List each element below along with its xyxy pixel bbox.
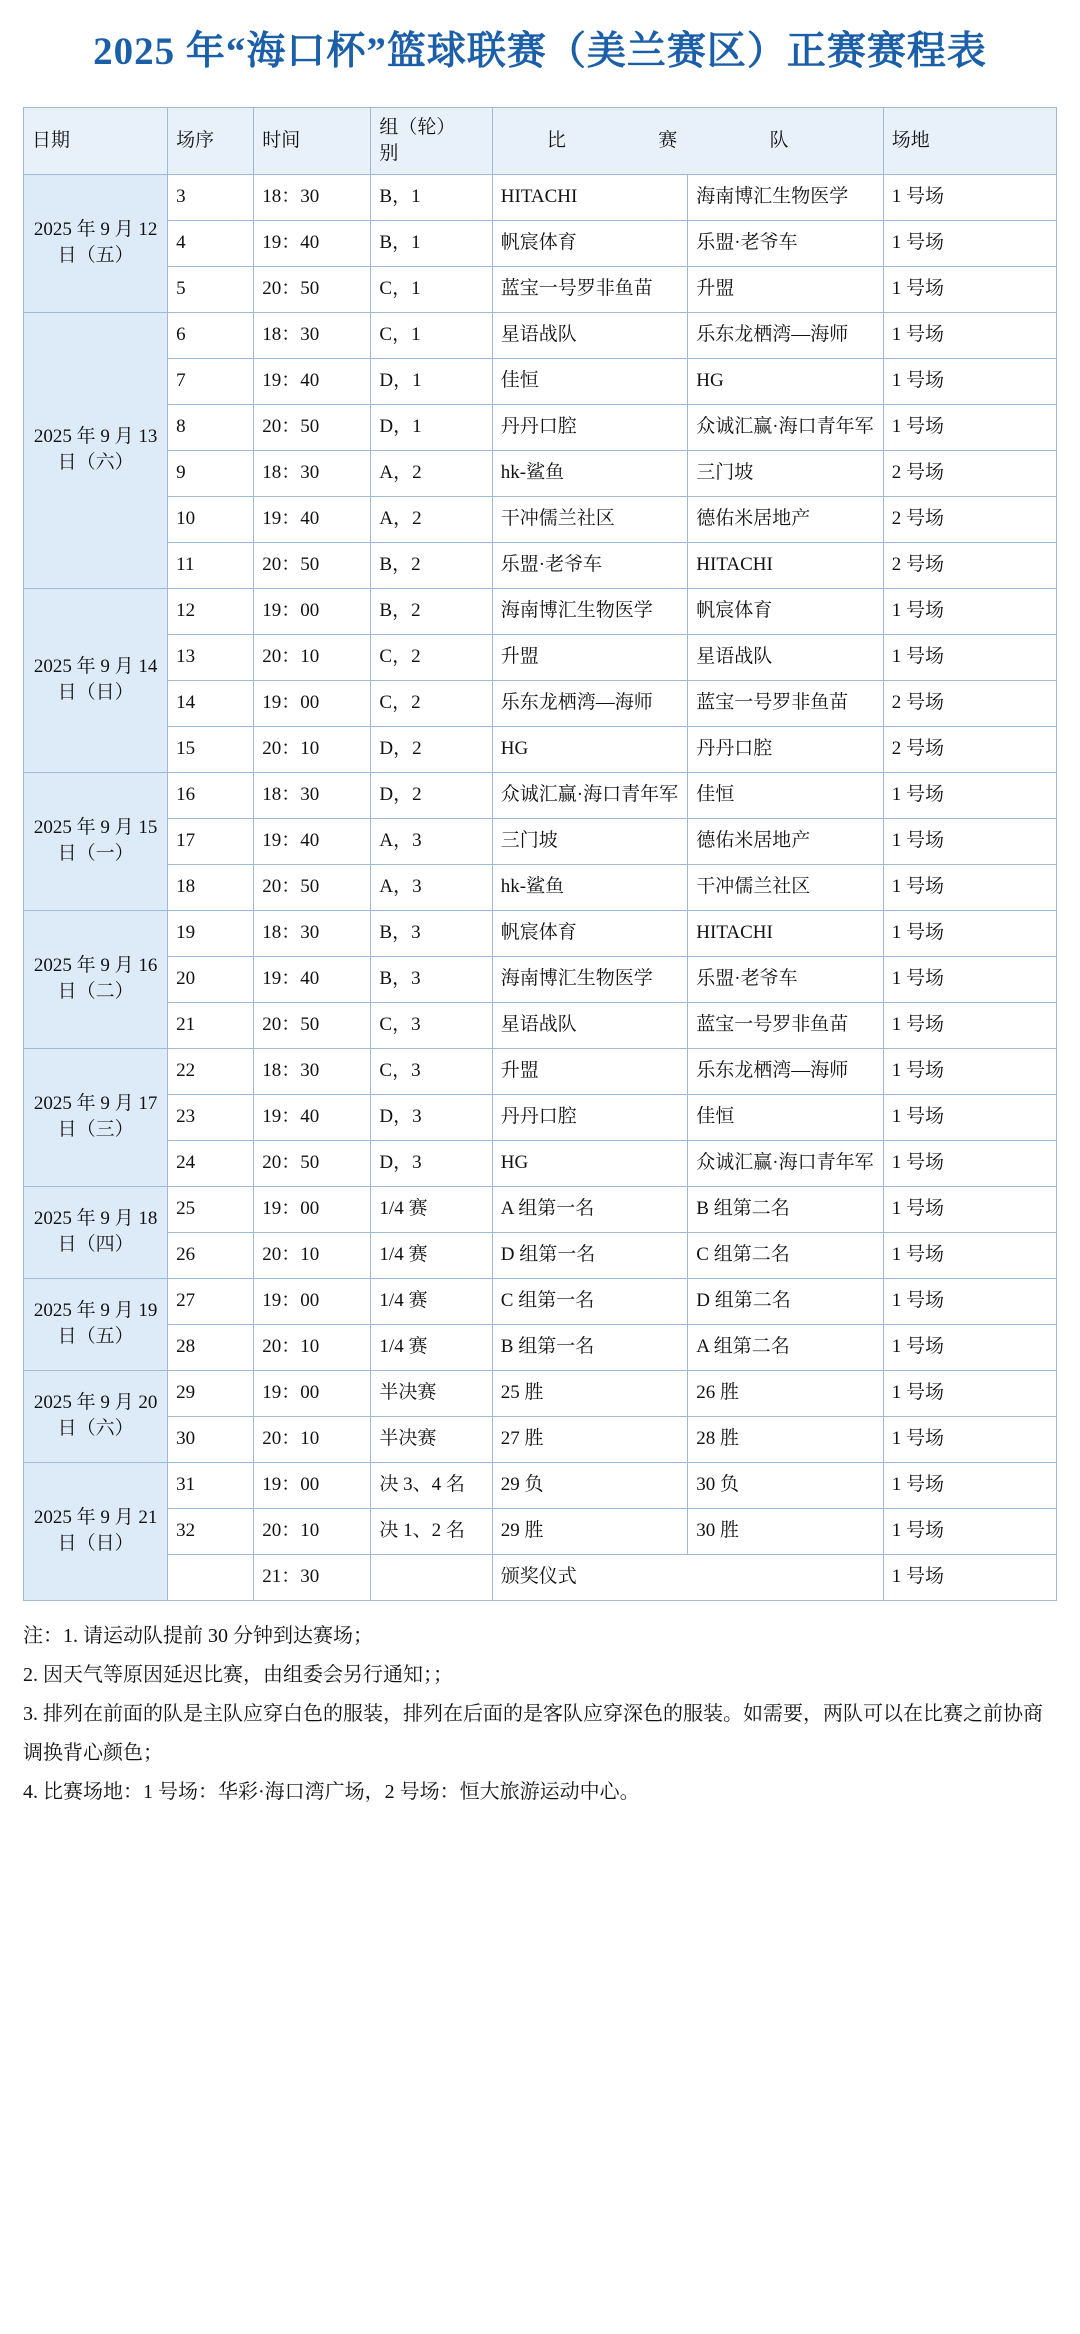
- cell-team-away: B 组第二名: [688, 1186, 884, 1232]
- cell-date: 2025 年 9 月 13 日（六）: [24, 312, 168, 588]
- cell-group: 1/4 赛: [371, 1278, 492, 1324]
- cell-time: 19：00: [254, 1186, 371, 1232]
- cell-match-no: 5: [168, 266, 254, 312]
- cell-venue: 2 号场: [883, 496, 1056, 542]
- cell-match-no: 7: [168, 358, 254, 404]
- table-row: [24, 1002, 1057, 1048]
- cell-venue: 1 号场: [883, 174, 1056, 220]
- column-header-teams: [492, 107, 883, 174]
- cell-match-no: 12: [168, 588, 254, 634]
- cell-team-away: C 组第二名: [688, 1232, 884, 1278]
- cell-time: 20：10: [254, 726, 371, 772]
- table-row: [24, 1554, 1057, 1600]
- cell-venue: 1 号场: [883, 818, 1056, 864]
- cell-match-no: 4: [168, 220, 254, 266]
- cell-team-home: 乐盟·老爷车: [492, 542, 688, 588]
- cell-match-no: 3: [168, 174, 254, 220]
- cell-team-away: D 组第二名: [688, 1278, 884, 1324]
- cell-group: D，3: [371, 1140, 492, 1186]
- column-header-teams-char1: 比: [546, 129, 566, 151]
- cell-group: 决 1、2 名: [371, 1508, 492, 1554]
- cell-group: D，1: [371, 404, 492, 450]
- cell-time: 20：10: [254, 1232, 371, 1278]
- table-row: [24, 1094, 1057, 1140]
- cell-group: 1/4 赛: [371, 1186, 492, 1232]
- table-row: [24, 1416, 1057, 1462]
- cell-team-home: 升盟: [492, 634, 688, 680]
- cell-time: 18：30: [254, 910, 371, 956]
- cell-time: 19：40: [254, 1094, 371, 1140]
- cell-team-away: 乐东龙栖湾—海师: [688, 312, 884, 358]
- column-header-group: [371, 107, 492, 174]
- cell-team-away: 星语战队: [688, 634, 884, 680]
- cell-venue: 1 号场: [883, 1554, 1056, 1600]
- cell-team-home: 星语战队: [492, 1002, 688, 1048]
- cell-team-home: 众诚汇赢·海口青年军: [492, 772, 688, 818]
- cell-match-no: 22: [168, 1048, 254, 1094]
- cell-venue: 1 号场: [883, 1462, 1056, 1508]
- cell-venue: 1 号场: [883, 404, 1056, 450]
- cell-team-home: 海南博汇生物医学: [492, 956, 688, 1002]
- cell-match-no: 15: [168, 726, 254, 772]
- cell-team-away: 乐盟·老爷车: [688, 220, 884, 266]
- notes-block: [23, 1617, 1057, 1812]
- cell-match-no: 10: [168, 496, 254, 542]
- table-header-row: [24, 107, 1057, 174]
- cell-team-away: 26 胜: [688, 1370, 884, 1416]
- cell-team-away: 众诚汇赢·海口青年军: [688, 404, 884, 450]
- cell-team-away: HITACHI: [688, 910, 884, 956]
- cell-time: 20：10: [254, 1324, 371, 1370]
- cell-match-no: 32: [168, 1508, 254, 1554]
- table-row: [24, 726, 1057, 772]
- cell-group: C，2: [371, 680, 492, 726]
- cell-team-away: 丹丹口腔: [688, 726, 884, 772]
- column-header-venue: 场地: [883, 107, 1056, 174]
- cell-group: A，3: [371, 818, 492, 864]
- cell-match-no: 30: [168, 1416, 254, 1462]
- cell-team-home: 29 负: [492, 1462, 688, 1508]
- cell-team-home: 乐东龙栖湾—海师: [492, 680, 688, 726]
- cell-time: 19：40: [254, 496, 371, 542]
- cell-time: 19：40: [254, 220, 371, 266]
- table-row: [24, 1186, 1057, 1232]
- cell-group: B，2: [371, 542, 492, 588]
- cell-time: 20：10: [254, 1508, 371, 1554]
- note-line: 2. 因天气等原因延迟比赛，由组委会另行通知；；: [23, 1663, 453, 1686]
- cell-date: 2025 年 9 月 19 日（五）: [24, 1278, 168, 1370]
- table-row: [24, 1048, 1057, 1094]
- table-row: [24, 680, 1057, 726]
- cell-group: B，1: [371, 174, 492, 220]
- cell-match-no: 9: [168, 450, 254, 496]
- cell-time: 18：30: [254, 450, 371, 496]
- cell-group: C，3: [371, 1002, 492, 1048]
- cell-venue: 1 号场: [883, 772, 1056, 818]
- cell-date: 2025 年 9 月 17 日（三）: [24, 1048, 168, 1186]
- cell-match-no: 20: [168, 956, 254, 1002]
- table-row: [24, 910, 1057, 956]
- table-row: [24, 1508, 1057, 1554]
- cell-match-no: 26: [168, 1232, 254, 1278]
- table-body: [24, 174, 1057, 1600]
- cell-match-no: 21: [168, 1002, 254, 1048]
- cell-team-away: 蓝宝一号罗非鱼苗: [688, 680, 884, 726]
- cell-venue: 1 号场: [883, 358, 1056, 404]
- note-line: 注：1. 请运动队提前 30 分钟到达赛场；: [23, 1624, 373, 1647]
- cell-match-no: 16: [168, 772, 254, 818]
- cell-group: B，2: [371, 588, 492, 634]
- cell-team-home: C 组第一名: [492, 1278, 688, 1324]
- table-row: [24, 312, 1057, 358]
- cell-team-away: 帆宸体育: [688, 588, 884, 634]
- cell-group: D，2: [371, 726, 492, 772]
- cell-time: 20：50: [254, 1140, 371, 1186]
- cell-group: D，2: [371, 772, 492, 818]
- cell-venue: 2 号场: [883, 542, 1056, 588]
- cell-time: 20：50: [254, 266, 371, 312]
- cell-team-away: 德佑米居地产: [688, 818, 884, 864]
- table-row: [24, 220, 1057, 266]
- cell-team-home: 帆宸体育: [492, 220, 688, 266]
- table-row: [24, 1324, 1057, 1370]
- cell-team-home: 29 胜: [492, 1508, 688, 1554]
- cell-time: 19：40: [254, 358, 371, 404]
- table-row: [24, 1278, 1057, 1324]
- cell-time: 20：50: [254, 864, 371, 910]
- cell-venue: 1 号场: [883, 220, 1056, 266]
- column-header-no: 场序: [168, 107, 254, 174]
- cell-venue: 1 号场: [883, 1370, 1056, 1416]
- cell-group: A，2: [371, 496, 492, 542]
- cell-date: 2025 年 9 月 16 日（二）: [24, 910, 168, 1048]
- cell-team-home: 丹丹口腔: [492, 404, 688, 450]
- cell-group: C，1: [371, 266, 492, 312]
- cell-team-home: HG: [492, 726, 688, 772]
- cell-team-home: B 组第一名: [492, 1324, 688, 1370]
- cell-time: 18：30: [254, 312, 371, 358]
- cell-team-home: 星语战队: [492, 312, 688, 358]
- cell-team-away: 佳恒: [688, 1094, 884, 1140]
- cell-team-away: 干冲儒兰社区: [688, 864, 884, 910]
- cell-venue: 1 号场: [883, 1416, 1056, 1462]
- cell-match-no: 19: [168, 910, 254, 956]
- table-row: [24, 1462, 1057, 1508]
- cell-match-no: 13: [168, 634, 254, 680]
- cell-team-home: HG: [492, 1140, 688, 1186]
- cell-venue: 2 号场: [883, 726, 1056, 772]
- cell-group: C，3: [371, 1048, 492, 1094]
- cell-time: 20：50: [254, 542, 371, 588]
- cell-team-home: 三门坡: [492, 818, 688, 864]
- table-row: [24, 1232, 1057, 1278]
- table-row: [24, 818, 1057, 864]
- cell-match-no: 27: [168, 1278, 254, 1324]
- cell-team-home: 蓝宝一号罗非鱼苗: [492, 266, 688, 312]
- cell-time: 20：50: [254, 1002, 371, 1048]
- cell-group: 1/4 赛: [371, 1324, 492, 1370]
- cell-venue: 2 号场: [883, 680, 1056, 726]
- cell-match-no: 18: [168, 864, 254, 910]
- cell-venue: 1 号场: [883, 1002, 1056, 1048]
- cell-team-away: HG: [688, 358, 884, 404]
- cell-time: 18：30: [254, 1048, 371, 1094]
- cell-venue: 1 号场: [883, 1140, 1056, 1186]
- cell-group: B，3: [371, 956, 492, 1002]
- column-header-teams-char3: 队: [769, 129, 789, 151]
- cell-team-home: hk-鲨鱼: [492, 450, 688, 496]
- table-header: [24, 107, 1057, 174]
- cell-team-away: 乐盟·老爷车: [688, 956, 884, 1002]
- cell-venue: 1 号场: [883, 956, 1056, 1002]
- cell-team-away: 升盟: [688, 266, 884, 312]
- table-row: [24, 542, 1057, 588]
- cell-match-no: 8: [168, 404, 254, 450]
- table-row: [24, 174, 1057, 220]
- cell-time: 20：10: [254, 634, 371, 680]
- cell-date: 2025 年 9 月 14 日（日）: [24, 588, 168, 772]
- note-line: 4. 比赛场地：1 号场：华彩·海口湾广场，2 号场：恒大旅游运动中心。: [23, 1780, 640, 1803]
- column-header-group-line1: 组（轮）: [379, 116, 456, 138]
- cell-time: 21：30: [254, 1554, 371, 1600]
- table-row: [24, 1370, 1057, 1416]
- cell-time: 19：40: [254, 956, 371, 1002]
- cell-team-away: 众诚汇赢·海口青年军: [688, 1140, 884, 1186]
- cell-date: 2025 年 9 月 20 日（六）: [24, 1370, 168, 1462]
- cell-team-away: 蓝宝一号罗非鱼苗: [688, 1002, 884, 1048]
- cell-team-away: 三门坡: [688, 450, 884, 496]
- cell-time: 18：30: [254, 174, 371, 220]
- cell-team-away: 28 胜: [688, 1416, 884, 1462]
- cell-venue: 1 号场: [883, 1186, 1056, 1232]
- cell-team-away: 德佑米居地产: [688, 496, 884, 542]
- cell-venue: 1 号场: [883, 1232, 1056, 1278]
- cell-team-away: A 组第二名: [688, 1324, 884, 1370]
- cell-time: 19：00: [254, 680, 371, 726]
- cell-team-home: 帆宸体育: [492, 910, 688, 956]
- cell-venue: 1 号场: [883, 634, 1056, 680]
- table-row: [24, 496, 1057, 542]
- cell-venue: 1 号场: [883, 1508, 1056, 1554]
- column-header-date: 日期: [24, 107, 168, 174]
- table-row: [24, 956, 1057, 1002]
- cell-venue: 1 号场: [883, 910, 1056, 956]
- cell-match-no: 29: [168, 1370, 254, 1416]
- cell-team-away: 乐东龙栖湾—海师: [688, 1048, 884, 1094]
- cell-match-no: 14: [168, 680, 254, 726]
- cell-group: A，3: [371, 864, 492, 910]
- cell-venue: 2 号场: [883, 450, 1056, 496]
- cell-group: B，1: [371, 220, 492, 266]
- cell-team-home: 27 胜: [492, 1416, 688, 1462]
- cell-group: C，1: [371, 312, 492, 358]
- cell-team-home: D 组第一名: [492, 1232, 688, 1278]
- table-row: [24, 864, 1057, 910]
- table-row: [24, 588, 1057, 634]
- cell-group: D，1: [371, 358, 492, 404]
- table-row: [24, 634, 1057, 680]
- cell-match-no: 31: [168, 1462, 254, 1508]
- table-row: [24, 266, 1057, 312]
- cell-time: 19：00: [254, 1278, 371, 1324]
- cell-venue: 1 号场: [883, 588, 1056, 634]
- cell-match-no: 23: [168, 1094, 254, 1140]
- cell-match-no: 28: [168, 1324, 254, 1370]
- cell-time: 19：00: [254, 588, 371, 634]
- page-title: 2025 年“海口杯”篮球联赛（美兰赛区）正赛赛程表: [93, 30, 987, 73]
- table-row: [24, 404, 1057, 450]
- cell-ceremony: 颁奖仪式: [492, 1554, 883, 1600]
- cell-venue: 1 号场: [883, 1094, 1056, 1140]
- cell-team-home: 25 胜: [492, 1370, 688, 1416]
- cell-group: D，3: [371, 1094, 492, 1140]
- column-header-time: 时间: [254, 107, 371, 174]
- cell-time: 19：00: [254, 1462, 371, 1508]
- cell-group: 1/4 赛: [371, 1232, 492, 1278]
- cell-venue: 1 号场: [883, 266, 1056, 312]
- cell-date: 2025 年 9 月 21 日（日）: [24, 1462, 168, 1600]
- cell-venue: 1 号场: [883, 1278, 1056, 1324]
- table-row: [24, 358, 1057, 404]
- cell-team-home: 佳恒: [492, 358, 688, 404]
- cell-date: 2025 年 9 月 12 日（五）: [24, 174, 168, 312]
- cell-team-home: HITACHI: [492, 174, 688, 220]
- cell-group: [371, 1554, 492, 1600]
- schedule-table: [23, 107, 1057, 1601]
- cell-venue: 1 号场: [883, 864, 1056, 910]
- cell-team-away: 30 胜: [688, 1508, 884, 1554]
- cell-group: 决 3、4 名: [371, 1462, 492, 1508]
- cell-team-home: 升盟: [492, 1048, 688, 1094]
- cell-time: 19：00: [254, 1370, 371, 1416]
- cell-time: 19：40: [254, 818, 371, 864]
- cell-match-no: 11: [168, 542, 254, 588]
- cell-time: 20：10: [254, 1416, 371, 1462]
- cell-team-away: 佳恒: [688, 772, 884, 818]
- cell-time: 18：30: [254, 772, 371, 818]
- cell-team-away: 30 负: [688, 1462, 884, 1508]
- table-row: [24, 772, 1057, 818]
- cell-date: 2025 年 9 月 15 日（一）: [24, 772, 168, 910]
- column-header-teams-char2: 赛: [658, 129, 678, 151]
- cell-match-no: 17: [168, 818, 254, 864]
- table-row: [24, 450, 1057, 496]
- note-line: 3. 排列在前面的队是主队应穿白色的服装，排列在后面的是客队应穿深色的服装。如需要，两队可以在比赛之前协商调换背心颜色；: [23, 1702, 1043, 1764]
- cell-team-home: 丹丹口腔: [492, 1094, 688, 1140]
- cell-team-home: 海南博汇生物医学: [492, 588, 688, 634]
- cell-group: A，2: [371, 450, 492, 496]
- cell-venue: 1 号场: [883, 1048, 1056, 1094]
- cell-team-home: 干冲儒兰社区: [492, 496, 688, 542]
- cell-time: 20：50: [254, 404, 371, 450]
- cell-group: C，2: [371, 634, 492, 680]
- cell-team-home: A 组第一名: [492, 1186, 688, 1232]
- table-row: [24, 1140, 1057, 1186]
- cell-group: B，3: [371, 910, 492, 956]
- cell-match-no: 6: [168, 312, 254, 358]
- cell-match-no: [168, 1554, 254, 1600]
- cell-team-away: 海南博汇生物医学: [688, 174, 884, 220]
- cell-venue: 1 号场: [883, 1324, 1056, 1370]
- cell-team-home: hk-鲨鱼: [492, 864, 688, 910]
- cell-match-no: 24: [168, 1140, 254, 1186]
- cell-group: 半决赛: [371, 1416, 492, 1462]
- cell-group: 半决赛: [371, 1370, 492, 1416]
- cell-venue: 1 号场: [883, 312, 1056, 358]
- cell-match-no: 25: [168, 1186, 254, 1232]
- cell-date: 2025 年 9 月 18 日（四）: [24, 1186, 168, 1278]
- column-header-group-line2: 别: [379, 142, 399, 164]
- cell-team-away: HITACHI: [688, 542, 884, 588]
